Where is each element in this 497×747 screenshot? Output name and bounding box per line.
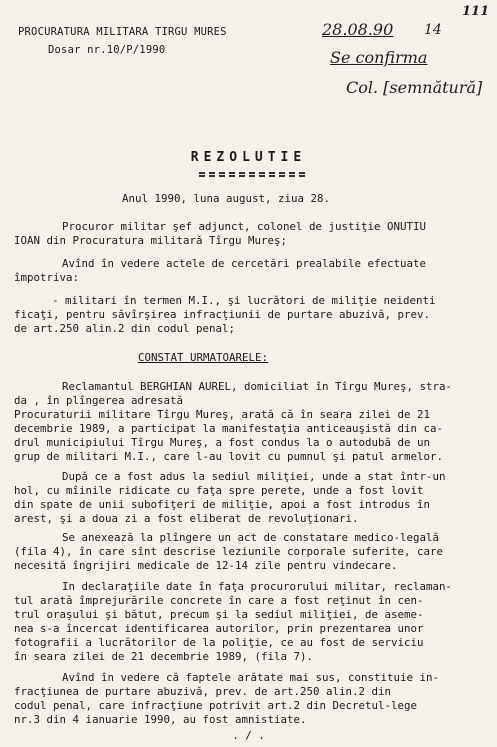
title-underline-2 xyxy=(199,175,305,177)
text-line: de art.250 alin.2 din codul penal; xyxy=(14,322,236,335)
text-line: drul municipiului Tîrgu Mureş, a fost condus la o autodubă de un xyxy=(14,436,431,449)
text-line: codul penal, care infracţiune potrivit art.2 din Decretul-lege xyxy=(14,699,418,712)
text-line: Avînd în vedere actele de cercetări prealabile efectuate xyxy=(62,257,427,270)
document-title: REZOLUTIE xyxy=(190,150,307,165)
text-line: necesită îngrijiri medicale de 12-14 zile pentru vindecare. xyxy=(14,559,398,572)
text-line: da , în plîngerea adresată xyxy=(14,394,184,407)
page-number: 111 xyxy=(462,4,490,19)
text-line: în seara zilei de 21 decembrie 1989, (fila 7). xyxy=(14,650,314,663)
text-line: Procuraturii militare Tîrgu Mureş, arată că în seara zilei de 21 xyxy=(14,408,431,421)
text-line: trul oraşului şi bătut, precum şi la sediul miliţiei, de aseme- xyxy=(14,608,424,621)
text-line: nea s-a încercat identificarea autorilor, prin prezentarea unor xyxy=(14,622,424,635)
file-number: Dosar nr.10/P/1990 xyxy=(48,44,166,56)
text-line: Reclamantul BERGHIAN AUREL, domiciliat în Tîrgu Mureş, stra- xyxy=(62,380,453,393)
text-line: Anul 1990, luna august, ziua 28. xyxy=(122,192,331,205)
text-line: După ce a fost adus la sediul miliţiei, unde a stat într-un xyxy=(62,470,446,483)
text-line: arest, şi a doua zi a fost eliberat de revoluţionari. xyxy=(14,512,359,525)
text-line: ficaţi, pentru săvîrşirea infracţiunii de purtare abuzivă, prev. xyxy=(14,308,431,321)
handwritten-note: Se confirma xyxy=(330,48,428,67)
text-line: grup de militari M.I., care l-au lovit cu pumnul şi patul armelor. xyxy=(14,450,444,463)
text-line: In declaraţiile date în faţa procurorului militar, reclaman- xyxy=(62,580,453,593)
text-line: hol, cu mîinile ridicate cu faţa spre perete, unde a fost lovit xyxy=(14,484,424,497)
text-line: împotriva: xyxy=(14,271,80,284)
text-line: din spate de unii subofiţeri de miliţie, apoi a fost introdus în xyxy=(14,498,431,511)
handwritten-date: 28.08.90 xyxy=(322,20,394,39)
title-underline xyxy=(199,172,305,174)
text-line: fotografii a lucrătorilor de la poliţie, ce au fost de serviciu xyxy=(14,636,424,649)
text-line: Avînd în vedere că faptele arătate mai sus, constituie in- xyxy=(62,671,440,684)
text-line: - militari în termen M.I., şi lucrători de miliţie neidenti xyxy=(52,294,436,307)
text-line: (fila 4), în care sînt descrise leziunile corporale suferite, care xyxy=(14,545,444,558)
text-line: IOAN din Procuratura militară Tîrgu Mureş; xyxy=(14,234,288,247)
handwritten-mark: 14 xyxy=(424,22,442,38)
text-line: Procuror militar şef adjunct, colonel de justiţie ONUTIU xyxy=(62,220,427,233)
text-line: Se anexează la plîngere un act de constatare medico-legală xyxy=(62,531,440,544)
continuation-mark: . / . xyxy=(232,729,265,742)
institution-header: PROCURATURA MILITARA TIRGU MURES xyxy=(18,26,227,38)
section-heading: CONSTAT URMATOARELE: xyxy=(138,351,269,364)
text-line: nr.3 din 4 ianuarie 1990, au fost amnistiate. xyxy=(14,713,307,726)
text-line: tul arată împrejurările concrete în care a fost reţinut în cen- xyxy=(14,594,424,607)
text-line: fracţiunea de purtare abuzivă, prev. de art.250 alin.2 din xyxy=(14,685,392,698)
handwritten-signature: Col. [semnătură] xyxy=(346,78,483,97)
text-line: decembrie 1989, a participat la manifestaţia anticeauşistă din ca- xyxy=(14,422,444,435)
